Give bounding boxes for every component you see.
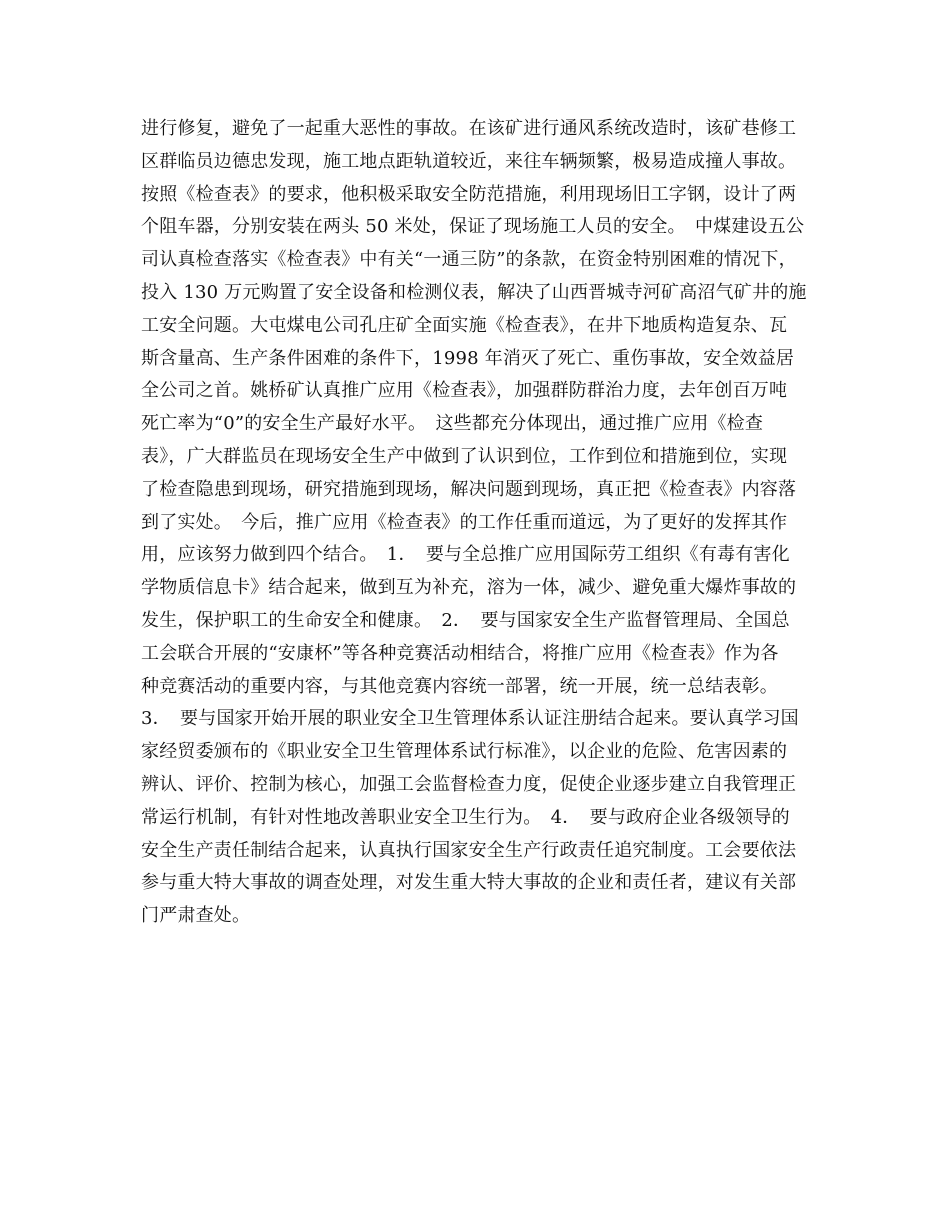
text-line: 区群临员边德忠发现，施工地点距轨道较近，来往车辆频繁，极易造成撞人事故。 <box>141 150 797 172</box>
text-line: 按照《检查表》的要求，他积极采取安全防范措施，利用现场旧工字钢，设计了两 <box>141 183 797 205</box>
text-line: 了检查隐患到现场，研究措施到现场，解决问题到现场，真正把《检查表》内容落 <box>141 478 797 500</box>
text-line: 家经贸委颁布的《职业安全卫生管理体系试行标准》，以企业的危险、危害因素的 <box>141 741 788 763</box>
text-line: 3． 要与国家开始开展的职业安全卫生管理体系认证注册结合起来。要认真学习国 <box>141 708 799 730</box>
text-line: 工安全问题。大屯煤电公司孔庄矿全面实施《检查表》，在井下地质构造复杂、瓦 <box>141 314 788 336</box>
text-line: 到了实处。 今后，推广应用《检查表》的工作任重而道远，为了更好的发挥其作 <box>141 511 788 533</box>
text-line: 发生，保护职工的生命安全和健康。 2． 要与国家安全生产监督管理局、全国总 <box>141 609 790 631</box>
text-line: 司认真检查落实《检查表》中有关“一通三防”的条款，在资金特别困难的情况下， <box>141 249 797 271</box>
text-line: 斯含量高、生产条件困难的条件下，1998 年消灭了死亡、重伤事故，安全效益居 <box>141 347 795 369</box>
text-line: 种竞赛活动的重要内容，与其他竞赛内容统一部署，统一开展，统一总结表彰。 <box>141 675 778 697</box>
text-line: 安全生产责任制结合起来，认真执行国家安全生产行政责任追究制度。工会要依法 <box>141 839 797 861</box>
text-line: 工会联合开展的“安康杯”等各种竞赛活动相结合，将推广应用《检查表》作为各 <box>141 642 779 664</box>
text-line: 全公司之首。姚桥矿认真推广应用《检查表》，加强群防群治力度，去年创百万吨 <box>141 380 788 402</box>
text-line: 常运行机制，有针对性地改善职业安全卫生行为。 4． 要与政府企业各级领导的 <box>141 806 790 828</box>
text-line: 个阻车器，分别安装在两头 50 米处，保证了现场施工人员的安全。 中煤建设五公 <box>141 216 805 238</box>
text-line: 表》，广大群监员在现场安全生产中做到了认识到位，工作到位和措施到位，实现 <box>141 445 788 467</box>
text-line: 门严肃查处。 <box>141 905 251 927</box>
text-line: 学物质信息卡》结合起来，做到互为补充，溶为一体，减少、避免重大爆炸事故的 <box>141 577 797 599</box>
text-line: 进行修复，避免了一起重大恶性的事故。在该矿进行通风系统改造时，该矿巷修工 <box>141 118 797 139</box>
text-line: 辨认、评价、控制为核心，加强工会监督检查力度，促使企业逐步建立自我管理正 <box>141 773 797 795</box>
text-line: 死亡率为“0”的安全生产最好水平。 这些都充分体现出，通过推广应用《检查 <box>141 413 764 435</box>
text-line: 用，应该努力做到四个结合。 1． 要与全总推广应用国际劳工组织《有毒有害化 <box>141 544 790 566</box>
body-text <box>141 113 821 933</box>
text-line: 投入 130 万元购置了安全设备和检测仪表，解决了山西晋城寺河矿高沼气矿井的施 <box>141 281 807 303</box>
text-line: 参与重大特大事故的调查处理，对发生重大特大事故的企业和责任者，建议有关部 <box>141 872 797 894</box>
